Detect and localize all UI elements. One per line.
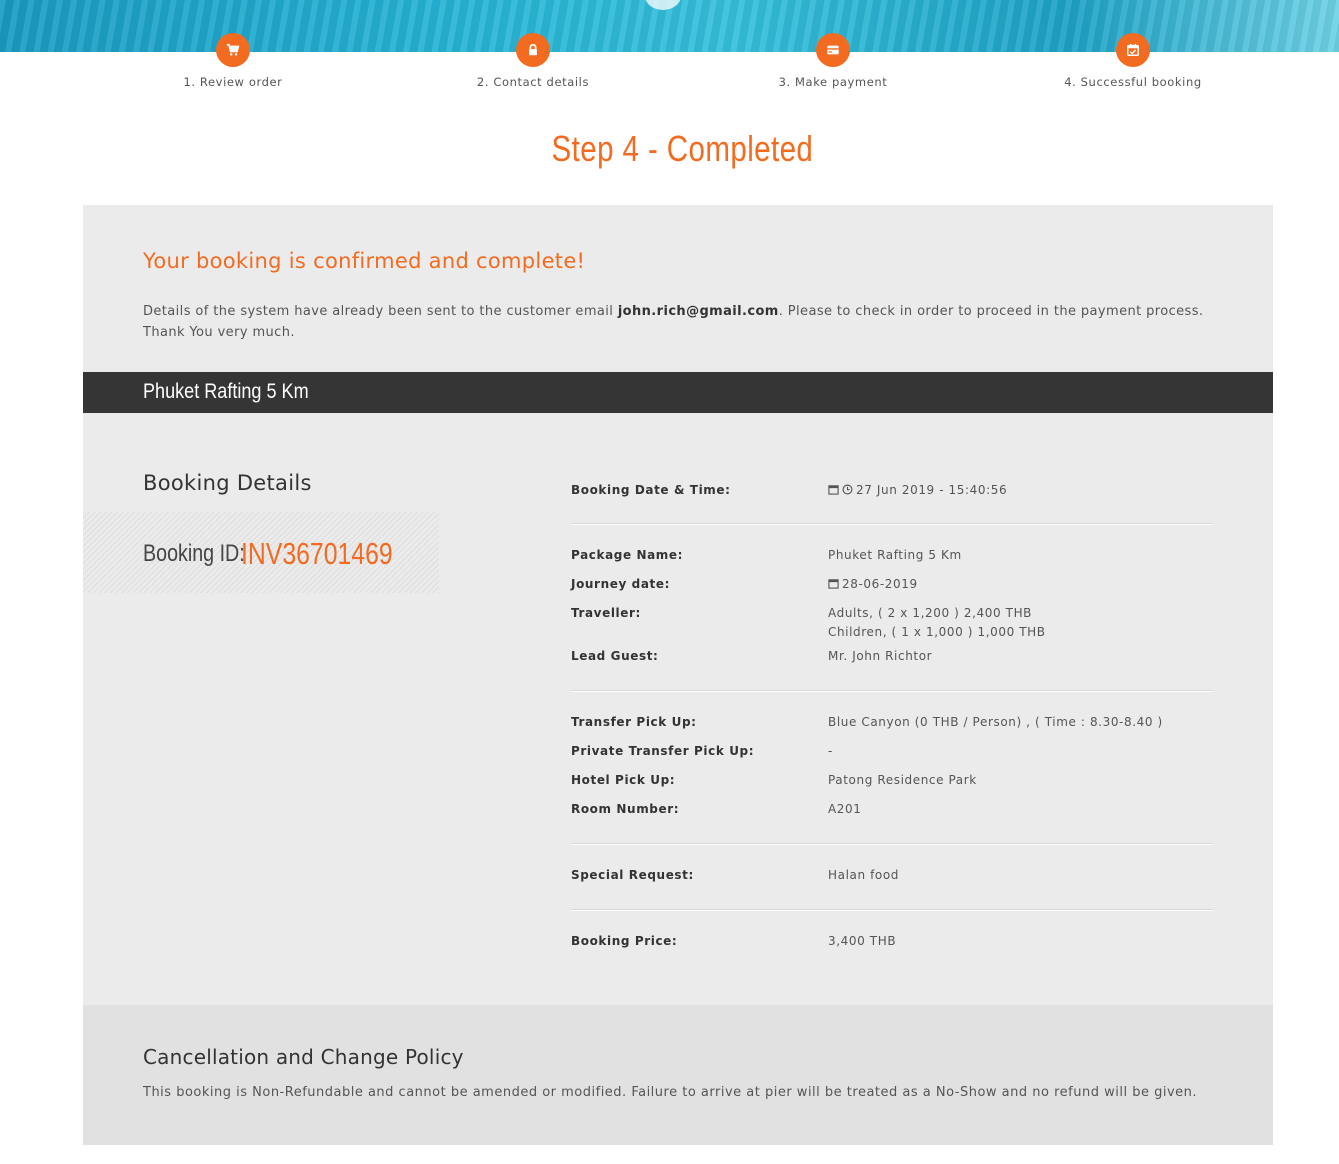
lock-icon <box>516 33 550 67</box>
booking-datetime: 27 Jun 2019 - 15:40:56 <box>856 483 1008 497</box>
detail-label: Booking Date & Time: <box>571 483 731 497</box>
detail-label: Room Number: <box>571 802 680 816</box>
detail-value <box>828 481 1007 500</box>
detail-value: - <box>828 744 833 758</box>
journey-date: 28-06-2019 <box>842 577 918 591</box>
divider <box>571 844 1213 845</box>
booking-id-box <box>83 512 439 593</box>
detail-label: Lead Guest: <box>571 649 659 663</box>
confirmation-message <box>143 301 1213 343</box>
detail-label: Package Name: <box>571 548 684 562</box>
step-label: 3. Make payment <box>778 75 888 89</box>
step-label: 2. Contact details <box>476 75 590 89</box>
booking-id-label: Booking ID: <box>143 540 245 567</box>
traveller-adults: Adults, ( 2 x 1,200 ) 2,400 THB <box>828 606 1033 620</box>
step-contact-details <box>433 33 633 89</box>
banner-decoration <box>645 0 681 10</box>
confirmation-text-before: Details of the system have already been sent to the customer email <box>143 304 618 319</box>
calendar-icon <box>828 484 839 495</box>
customer-email: john.rich@gmail.com <box>617 304 779 319</box>
divider <box>571 691 1213 692</box>
divider <box>571 910 1213 911</box>
detail-value <box>828 575 918 594</box>
policy-title: Cancellation and Change Policy <box>143 1045 464 1069</box>
detail-label: Special Request: <box>571 868 694 882</box>
booking-id-value: INV36701469 <box>241 536 393 571</box>
page-title: Step 4 - Completed <box>551 128 814 169</box>
cart-icon <box>216 33 250 67</box>
detail-value: Mr. John Richtor <box>828 649 933 663</box>
confirmation-title: Your booking is confirmed and complete! <box>143 249 586 273</box>
detail-value <box>828 604 1046 642</box>
package-title-bar <box>83 372 1273 413</box>
package-title: Phuket Rafting 5 Km <box>143 380 309 403</box>
calendar-check-icon <box>1116 33 1150 67</box>
step-label: 1. Review order <box>183 75 283 89</box>
booking-details-heading: Booking Details <box>143 471 312 495</box>
detail-label: Hotel Pick Up: <box>571 773 676 787</box>
detail-value: Patong Residence Park <box>828 773 977 787</box>
detail-label: Private Transfer Pick Up: <box>571 744 755 758</box>
detail-label: Traveller: <box>571 606 641 620</box>
policy-text: This booking is Non-Refundable and cannot be amended or modified. Failure to arrive at pier will be treated as a No-Show and no refund will be given. <box>143 1085 1198 1100</box>
calendar-icon <box>828 578 839 589</box>
booking-panel <box>83 205 1273 1005</box>
clock-icon <box>842 484 853 495</box>
detail-label: Journey date: <box>571 577 671 591</box>
cancellation-policy-section <box>83 1005 1273 1145</box>
detail-value: Blue Canyon (0 THB / Person) , ( Time : 8.30-8.40 ) <box>828 715 1163 729</box>
confirmation-text-after: . Please to check in order to proceed in the payment process. Thank You very much. <box>143 304 1204 340</box>
step-review-order <box>133 33 333 89</box>
step-make-payment <box>733 33 933 89</box>
divider <box>571 524 1213 525</box>
detail-label: Booking Price: <box>571 934 678 948</box>
detail-value: 3,400 THB <box>828 934 897 948</box>
traveller-children: Children, ( 1 x 1,000 ) 1,000 THB <box>828 625 1046 639</box>
detail-value: Phuket Rafting 5 Km <box>828 548 962 562</box>
detail-label: Transfer Pick Up: <box>571 715 697 729</box>
step-label: 4. Successful booking <box>1064 75 1202 89</box>
credit-card-icon <box>816 33 850 67</box>
detail-value: Halan food <box>828 868 900 882</box>
step-successful-booking <box>1033 33 1233 89</box>
detail-value: A201 <box>828 802 862 816</box>
